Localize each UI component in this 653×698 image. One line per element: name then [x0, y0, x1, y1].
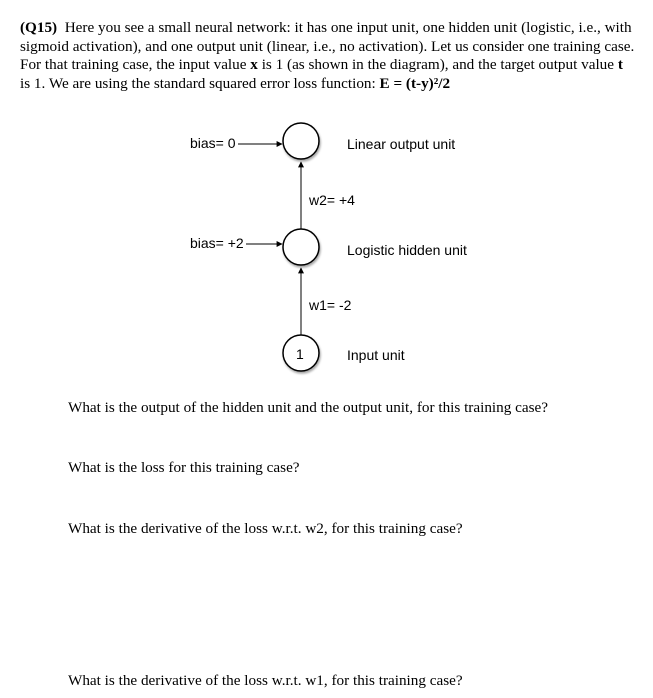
hidden-unit-node: [283, 229, 319, 265]
intro-text-a: Here you see a small neural network: it has one input unit, one hidden unit (logistic, i.e., with sigmoid activation), and one output unit (linear, i.e., no activation). Let us consider one training case. For that training case, the input value: [20, 19, 635, 73]
intro-text-c: is 1. We are using the standard squared error loss function:: [20, 74, 380, 92]
intro-text-b: is 1 (as shown in the diagram), and the target output value: [257, 56, 618, 73]
question-number: (Q15): [20, 19, 58, 36]
variable-t: t: [617, 56, 623, 73]
input-value: 1: [296, 346, 304, 362]
hidden-bias-label: bias= +2: [190, 235, 244, 251]
sub-question-4: What is the derivative of the loss w.r.t. w1, for this training case?: [68, 672, 463, 689]
hidden-unit-label: Logistic hidden unit: [347, 242, 467, 258]
sub-question-2: What is the loss for this training case?: [68, 459, 300, 476]
input-unit-label: Input unit: [347, 347, 405, 363]
sub-question-3: What is the derivative of the loss w.r.t. w2, for this training case?: [68, 520, 463, 537]
output-unit-label: Linear output unit: [347, 136, 456, 152]
w2-label: w2= +4: [309, 192, 355, 208]
output-unit-node: [283, 123, 319, 159]
output-bias-label: bias= 0: [190, 135, 236, 151]
loss-formula: E = (t-y)²/2: [379, 74, 451, 92]
w1-label: w1= -2: [309, 297, 352, 313]
sub-question-1: What is the output of the hidden unit and the output unit, for this training case?: [68, 399, 548, 416]
variable-x: x: [250, 56, 258, 73]
